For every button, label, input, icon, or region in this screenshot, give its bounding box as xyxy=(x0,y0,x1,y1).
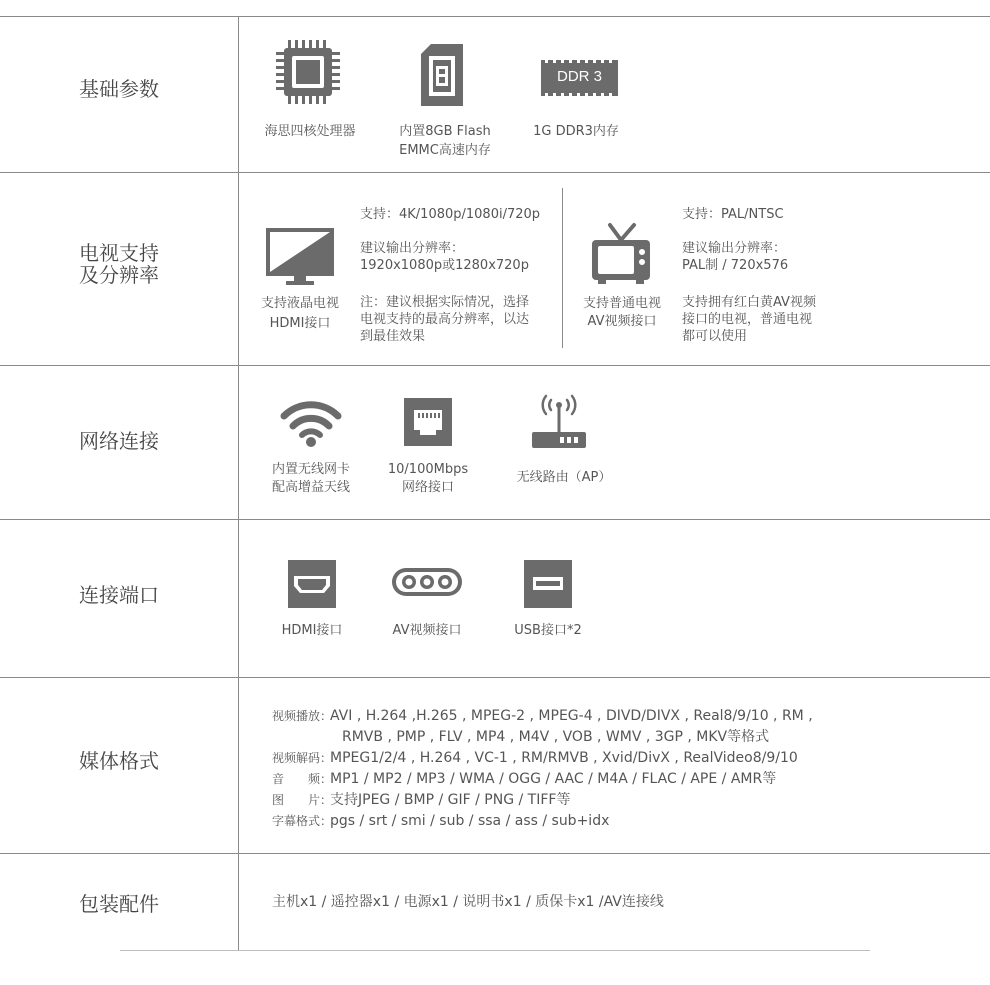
subtitle-key: 字幕格式： xyxy=(272,814,333,828)
av-port-caption: AV视频接口 xyxy=(392,623,462,638)
av-support-text: 支持：PAL/NTSC xyxy=(682,207,784,222)
row-label-tv-line1: 电视支持 xyxy=(79,241,159,265)
hdmi-support-text: 支持：4K/1080p/1080i/720p xyxy=(360,207,541,222)
row-divider xyxy=(0,172,990,173)
video-play-line2: RMVB , PMP , FLV , MP4 , M4V , VOB , WMV , 3GP , MKV等格式 xyxy=(342,729,770,745)
row-divider xyxy=(0,519,990,520)
media-line xyxy=(272,790,813,811)
video-decode-value: MPEG1/2/4 , H.264 , VC-1 , RM/RMVB , Xvid/DivX , RealVideo8/9/10 xyxy=(330,750,798,766)
row-label-network: 网络连接 xyxy=(79,429,159,453)
cpu-chip-icon xyxy=(276,40,340,104)
hdmi-port-icon xyxy=(288,560,336,608)
label-column-divider xyxy=(238,16,239,950)
media-line xyxy=(272,811,813,832)
ddr3-caption: 1G DDR3内存 xyxy=(533,124,619,139)
av-tv-caption-line2: AV视频接口 xyxy=(587,314,657,329)
hdmi-suggest-title: 建议输出分辨率： xyxy=(360,241,465,256)
row-label-package: 包装配件 xyxy=(79,892,159,916)
wifi-icon xyxy=(280,398,342,448)
media-format-list xyxy=(272,706,813,832)
wireless-router-icon xyxy=(530,392,588,450)
subtitle-value: pgs / srt / smi / sub / ssa / ass / sub+idx xyxy=(330,813,610,829)
row-label-basic: 基础参数 xyxy=(79,77,159,101)
av-suggest-title: 建议输出分辨率： xyxy=(682,241,787,256)
image-key: 图 片： xyxy=(272,793,333,807)
hdmi-suggest-value: 1920x1080p或1280x720p xyxy=(360,258,529,273)
usb-port-caption: USB接口*2 xyxy=(514,623,582,638)
hdmi-tv-caption-line1: 支持液晶电视 xyxy=(260,296,339,311)
ddr3-memory-icon xyxy=(541,60,618,96)
video-play-line1: AVI , H.264 ,H.265 , MPEG-2 , MPEG-4 , DIVD/DIVX , Real8/9/10 , RM , xyxy=(330,708,813,724)
row-label-tv-line2: 及分辨率 xyxy=(79,263,159,287)
ddr3-chip-text: DDR 3 xyxy=(556,68,602,85)
router-caption: 无线路由（AP） xyxy=(516,470,612,485)
flash-caption-line1: 内置8GB Flash xyxy=(399,124,491,139)
row-label-media: 媒体格式 xyxy=(79,749,159,773)
cpu-caption: 海思四核处理器 xyxy=(264,124,356,139)
sd-card-icon xyxy=(421,44,463,106)
hdmi-tv-caption-line2: HDMI接口 xyxy=(269,316,331,331)
media-line xyxy=(272,748,813,769)
row-label-ports: 连接端口 xyxy=(79,583,159,607)
row-divider xyxy=(0,853,990,854)
crt-tv-icon xyxy=(592,222,650,284)
row-divider xyxy=(0,16,990,17)
image-value: 支持JPEG / BMP / GIF / PNG / TIFF等 xyxy=(330,792,571,808)
audio-value: MP1 / MP2 / MP3 / WMA / OGG / AAC / M4A / FLAC / APE / AMR等 xyxy=(330,771,777,787)
hdmi-note-line1: 注：建议根据实际情况，选择 xyxy=(360,295,530,310)
ethernet-port-icon xyxy=(404,398,452,446)
av-note-line1: 支持拥有红白黄AV视频 xyxy=(682,295,816,310)
media-line xyxy=(272,727,813,748)
video-play-key: 视频播放： xyxy=(272,709,333,723)
flash-caption-line2: EMMC高速内存 xyxy=(399,143,491,158)
wifi-caption-line2: 配高增益天线 xyxy=(271,480,350,495)
av-tv-caption-line1: 支持普通电视 xyxy=(582,296,661,311)
row-divider xyxy=(120,950,870,951)
hdmi-note-line3: 到最佳效果 xyxy=(360,329,426,344)
video-decode-key: 视频解码： xyxy=(272,751,333,765)
lcd-monitor-icon xyxy=(266,228,334,286)
av-note-line2: 接口的电视，普通电视 xyxy=(682,312,813,327)
package-contents: 主机x1 / 遥控器x1 / 电源x1 / 说明书x1 / 质保卡x1 /AV连接线 xyxy=(272,894,664,910)
usb-port-icon xyxy=(524,560,572,608)
ethernet-caption-line1: 10/100Mbps xyxy=(387,462,469,477)
av-suggest-value: PAL制 / 720x576 xyxy=(682,258,789,273)
av-port-icon xyxy=(392,568,462,596)
av-note-line3: 都可以使用 xyxy=(682,329,748,344)
media-line xyxy=(272,769,813,790)
ethernet-caption-line2: 网络接口 xyxy=(401,480,454,495)
hdmi-note-line2: 电视支持的最高分辨率，以达 xyxy=(360,312,530,327)
row-divider xyxy=(0,677,990,678)
audio-key: 音 频： xyxy=(272,772,333,786)
hdmi-port-caption: HDMI接口 xyxy=(281,623,343,638)
media-line xyxy=(272,706,813,727)
row-divider xyxy=(0,365,990,366)
wifi-caption-line1: 内置无线网卡 xyxy=(271,462,350,477)
tv-column-divider xyxy=(562,188,563,348)
